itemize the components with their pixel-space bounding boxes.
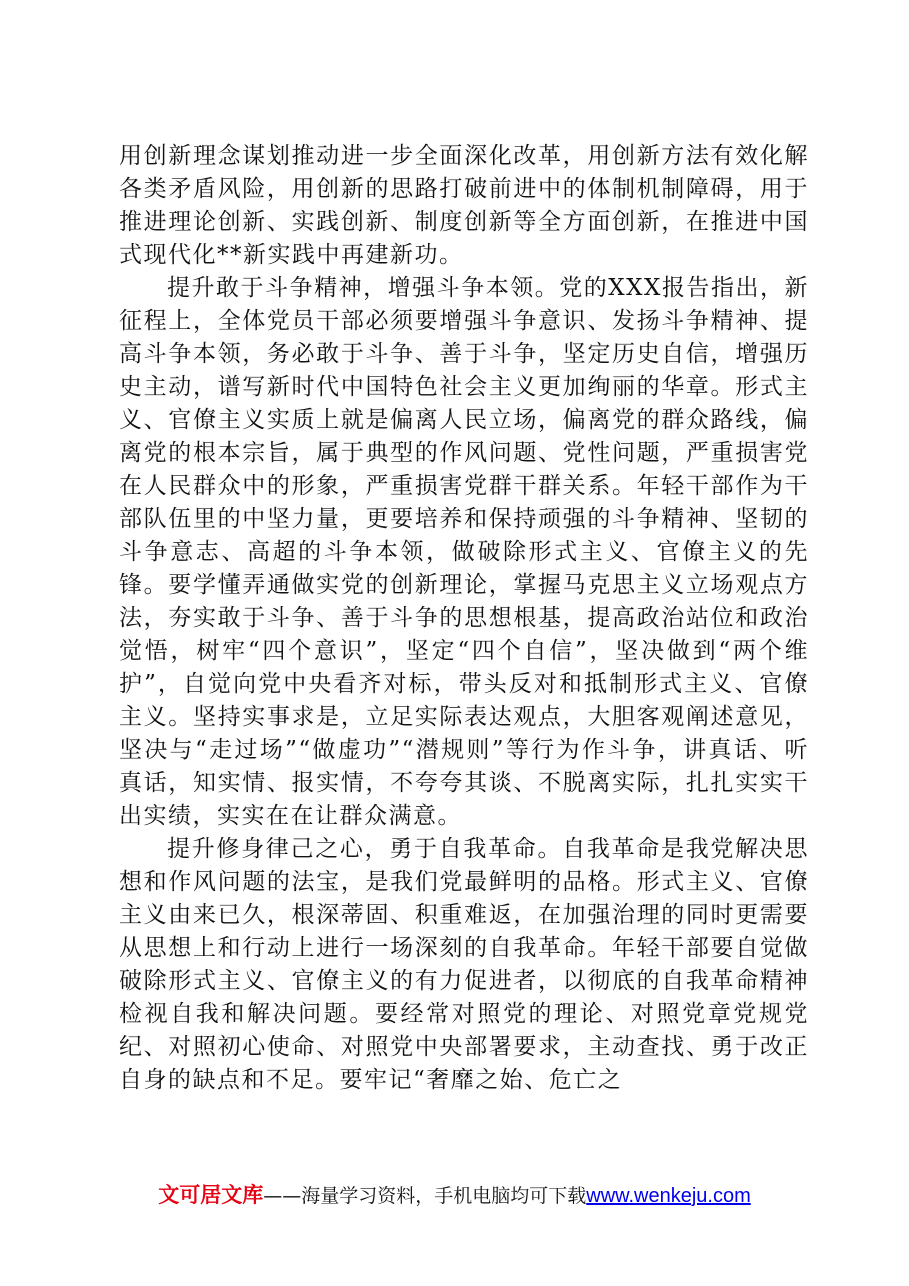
paragraph-struggle: 提升敢于斗争精神，增强斗争本领。党的XXX报告指出，新征程上，全体党员干部必须要增强斗争意识、发扬斗争精神、提高斗争本领，务必敢于斗争、善于斗争，坚定历史自信，增强历史主动，谱写新时代中国特色社会主义更加绚丽的华章。形式主义、官僚主义实质上就是偏离人民立场，偏离党的群众路线，偏离党的根本宗旨，属于典型的作风问题、党性问题，严重损害党在人民群众中的形象，严重损害党群干群关系。年轻干部作为干部队伍里的中坚力量，更要培养和保持顽强的斗争精神、坚韧的斗争意志、高超的斗争本领，做破除形式主义、官僚主义的先锋。要学懂弄通做实党的创新理论，掌握马克思主义立场观点方法，夯实敢于斗争、善于斗争的思想根基，提高政治站位和政治觉悟，树牢“四个意识”，坚定“四个自信”，坚决做到“两个维护”，自觉向党中央看齐对标，带头反对和抵制形式主义、官僚主义。坚持实事求是，立足实际表达观点，大胆客观阐述意见，坚决与“走过场”“做虚功”“潜规则”等行为作斗争，讲真话、听真话，知实情、报实情，不夸夸其谈、不脱离实际，扎扎实实干出实绩，实实在在让群众满意。 bbox=[119, 275, 809, 829]
paragraph-innovation: 用创新理念谋划推动进一步全面深化改革，用创新方法有效化解各类矛盾风险，用创新的思路打破前进中的体制机制障碍，用于推进理论创新、实践创新、制度创新等全方面创新，在推进中国式现代化**新实践中再建新功。 bbox=[119, 143, 809, 268]
footer-website-link[interactable]: www.wenkeju.com bbox=[586, 1185, 751, 1207]
paragraph-self-revolution: 提升修身律己之心，勇于自我革命。自我革命是我党解决思想和作风问题的法宝，是我们党最鲜明的品格。形式主义、官僚主义由来已久，根深蒂固、积重难返，在加强治理的同时更需要从思想上和行动上进行一场深刻的自我革命。年轻干部要自觉做破除形式主义、官僚主义的有力促进者，以彻底的自我革命精神检视自我和解决问题。要经常对照党的理论、对照党章党规党纪、对照初心使命、对照党中央部署要求，主动查找、勇于改正自身的缺点和不足。要牢记“奢靡之始、危亡之 bbox=[119, 836, 809, 1093]
footer-brand: 文可居文库 bbox=[158, 1183, 264, 1207]
footer-slogan: ——海量学习资料，手机电脑均可下载 bbox=[263, 1185, 587, 1207]
page-footer bbox=[0, 1180, 909, 1211]
document-body bbox=[119, 140, 809, 1097]
